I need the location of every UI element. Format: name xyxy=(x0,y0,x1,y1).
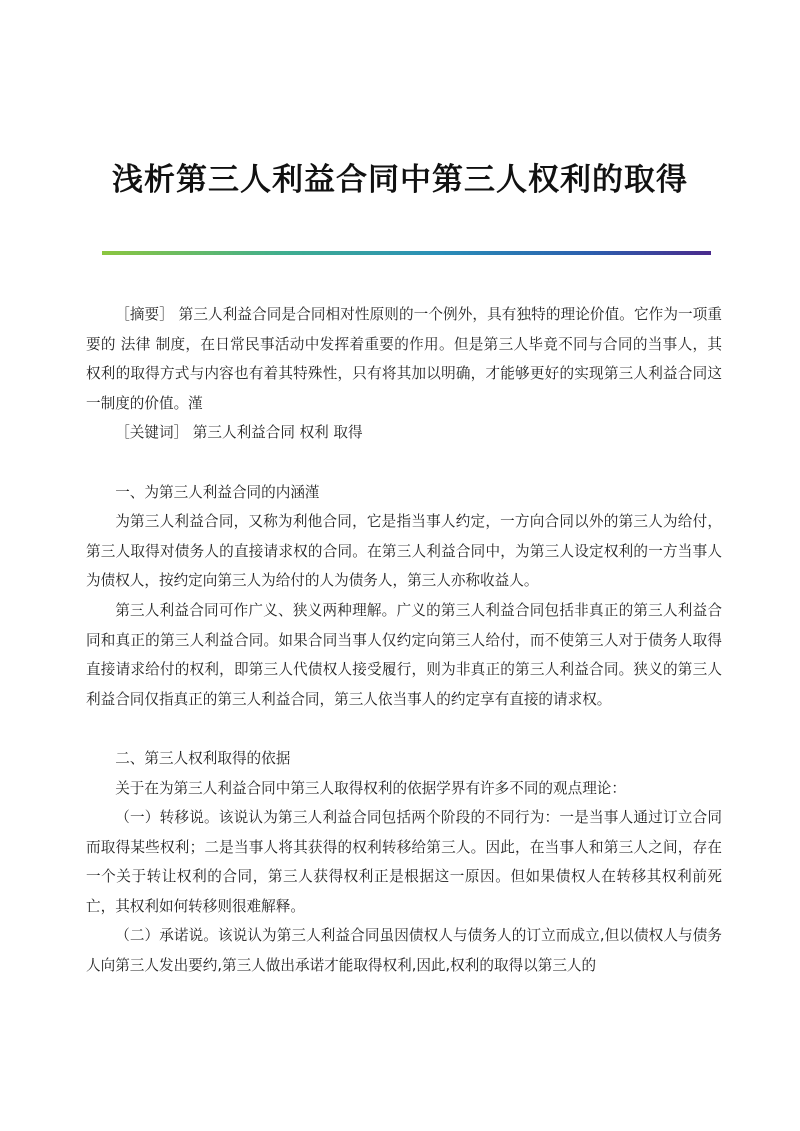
section-2-paragraph-1: （一）转移说。该说认为第三人利益合同包括两个阶段的不同行为：一是当事人通过订立合同而取得某些权利；二是当事人将其获得的权利转移给第三人。因此，在当事人和第三人之间，存在一个关于转让权利的合同，第三人获得权利正是根据这一原因。但如果债权人在转移其权利前死亡，其权利如何转移则很难解释。 xyxy=(86,809,722,915)
section-1-heading: 一、为第三人利益合同的内涵漌 xyxy=(115,483,320,501)
section-2-paragraph-2: （二）承诺说。该说认为第三人利益合同虽因债权人与债务人的订立而成立,但以债权人与债务人向第三人发出要约,第三人做出承诺才能取得权利,因此,权利的取得以第三人的 xyxy=(86,927,722,975)
keywords-paragraph: ［关键词］ 第三人利益合同 权利 取得 xyxy=(115,424,363,442)
abstract-paragraph: ［摘要］ 第三人利益合同是合同相对性原则的一个例外，具有独特的理论价值。它作为一项重要的 法律 制度，在日常民事活动中发挥着重要的作用。但是第三人毕竟不同与合同的当事人，其权利的取得方式与内容也有着其特殊性，只有将其加以明确，才能够更好的实现第三人利益合同这一制度的价值。漌 xyxy=(86,306,722,412)
section-2-intro: 关于在为第三人利益合同中第三人取得权利的依据学界有许多不同的观点理论： xyxy=(115,779,626,797)
title-divider xyxy=(102,251,711,255)
document-title: 浅析第三人利益合同中第三人权利的取得 xyxy=(112,162,688,198)
document-body xyxy=(86,300,722,981)
section-1-paragraph-2: 第三人利益合同可作广义、狭义两种理解。广义的第三人利益合同包括非真正的第三人利益合同和真正的第三人利益合同。如果合同当事人仅约定向第三人给付，而不使第三人对于债务人取得直接请求给付的权利，即第三人代债权人接受履行，则为非真正的第三人利益合同。狭义的第三人利益合同仅指真正的第三人利益合同，第三人依当事人的约定享有直接的请求权。 xyxy=(86,601,722,708)
section-2-heading: 二、第三人权利取得的依据 xyxy=(115,749,291,767)
section-1-paragraph-1: 为第三人利益合同，又称为利他合同，它是指当事人约定，一方向合同以外的第三人为给付，第三人取得对债务人的直接请求权的合同。在第三人利益合同中，为第三人设定权利的一方当事人为债权人，按约定向第三人为给付的人为债务人，第三人亦称收益人。 xyxy=(86,513,722,590)
